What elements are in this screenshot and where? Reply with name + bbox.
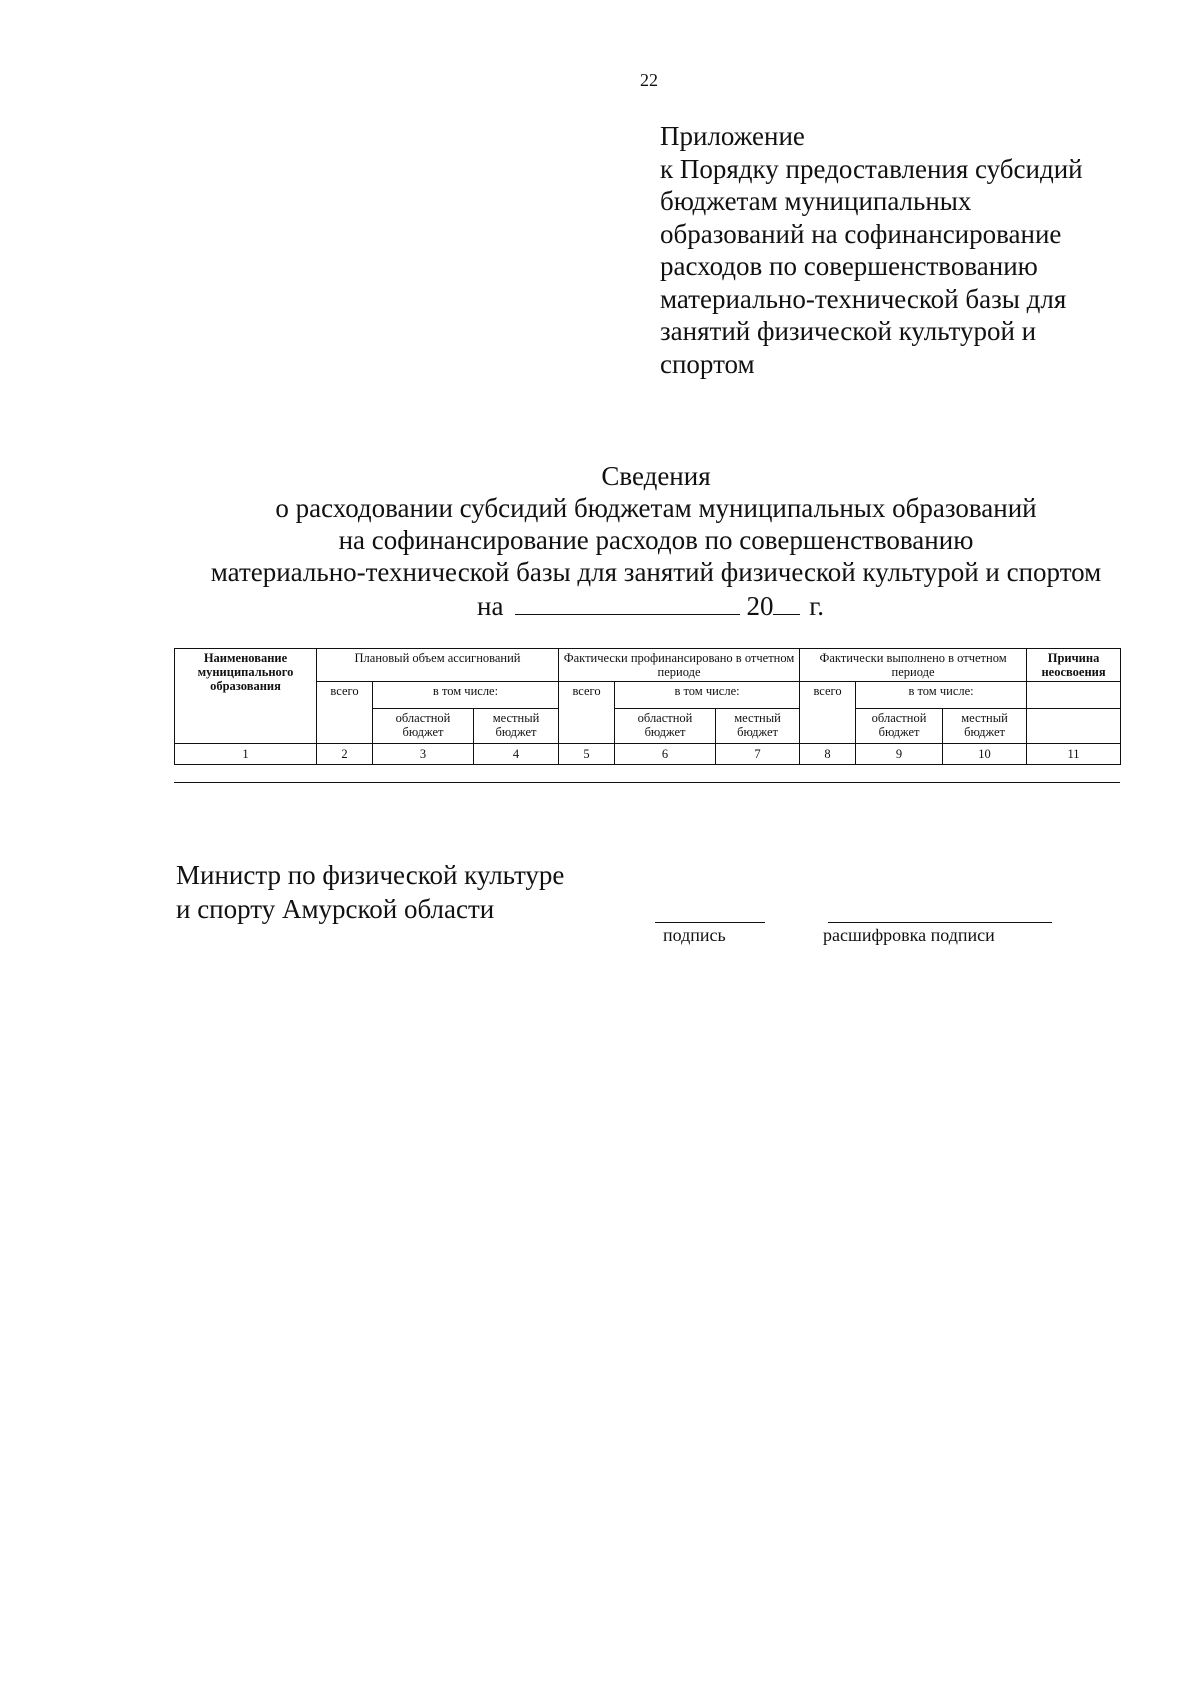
header-row	[175, 649, 1121, 682]
column-number: 8	[800, 744, 856, 765]
header-planned-local: местный бюджет	[474, 709, 559, 744]
column-number-row	[175, 744, 1121, 765]
column-number: 11	[1027, 744, 1121, 765]
column-number: 6	[615, 744, 716, 765]
signer-line: Министр по физической культуре	[176, 860, 565, 890]
year-prefix: 20	[746, 591, 774, 621]
column-number: 2	[317, 744, 373, 765]
signer-line: и спорту Амурской области	[176, 894, 495, 924]
page-number: 22	[640, 70, 658, 90]
column-number: 1	[175, 744, 317, 765]
header-financed-local: местный бюджет	[716, 709, 800, 744]
appendix-line: занятий физической культурой и	[660, 316, 1037, 346]
header-reason: Причина неосвоения	[1027, 649, 1121, 682]
header-planned-total: всего	[317, 682, 373, 744]
appendix-line: образований на софинансирование	[660, 218, 1062, 249]
header-planned-regional: областной бюджет	[373, 709, 474, 744]
header-financed-including: в том числе:	[615, 682, 800, 709]
signer-title	[176, 858, 564, 926]
header-financed-total: всего	[559, 682, 615, 744]
header-municipality: Наименование муниципального образования	[175, 649, 317, 744]
column-number: 9	[856, 744, 943, 765]
document-title	[0, 460, 1200, 588]
header-planned: Плановый объем ассигнований	[317, 649, 559, 682]
column-number: 5	[559, 744, 615, 765]
subheader-row	[175, 682, 1121, 709]
column-number: 4	[474, 744, 559, 765]
appendix-line: расходов по совершенствованию	[660, 251, 1038, 281]
year-suffix: г.	[809, 591, 824, 621]
appendix-line: к Порядку предоставления субсидий	[660, 153, 1083, 184]
title-line: Сведения	[601, 461, 711, 491]
header-performed-local: местный бюджет	[943, 709, 1027, 744]
signature-caption: подпись	[663, 925, 726, 945]
header-reason-empty-2	[1027, 709, 1121, 744]
report-table	[174, 648, 1121, 765]
appendix-line: материально-технической базы для	[660, 283, 1067, 314]
column-number: 3	[373, 744, 474, 765]
header-reason-empty	[1027, 682, 1121, 709]
header-performed-total: всего	[800, 682, 856, 744]
title-line: материально-технической базы для занятий физической культурой и спортом	[210, 557, 1102, 587]
report-date-line	[477, 590, 824, 622]
header-financed: Фактически профинансировано в отчетном периоде	[559, 649, 800, 682]
header-performed: Фактически выполнено в отчетном периоде	[800, 649, 1027, 682]
table-bottom-rule	[174, 782, 1120, 783]
column-number: 10	[943, 744, 1027, 765]
header-performed-regional: областной бюджет	[856, 709, 943, 744]
date-blank	[515, 592, 740, 615]
signature-line	[655, 922, 765, 923]
signature-decode-caption: расшифровка подписи	[823, 925, 995, 945]
signature-decode-line	[828, 922, 1052, 923]
column-number: 7	[716, 744, 800, 765]
header-performed-including: в том числе:	[856, 682, 1027, 709]
title-line: на софинансирование расходов по совершенствованию	[338, 525, 974, 555]
year-blank	[773, 592, 800, 615]
appendix-line: спортом	[660, 348, 755, 379]
appendix-note	[660, 120, 1120, 380]
date-prefix: на	[477, 591, 504, 621]
header-financed-regional: областной бюджет	[615, 709, 716, 744]
header-planned-including: в том числе:	[373, 682, 559, 709]
title-line: о расходовании субсидий бюджетам муниципальных образований	[275, 493, 1037, 523]
appendix-line: Приложение	[660, 121, 805, 151]
appendix-line: бюджетам муниципальных	[660, 186, 972, 216]
